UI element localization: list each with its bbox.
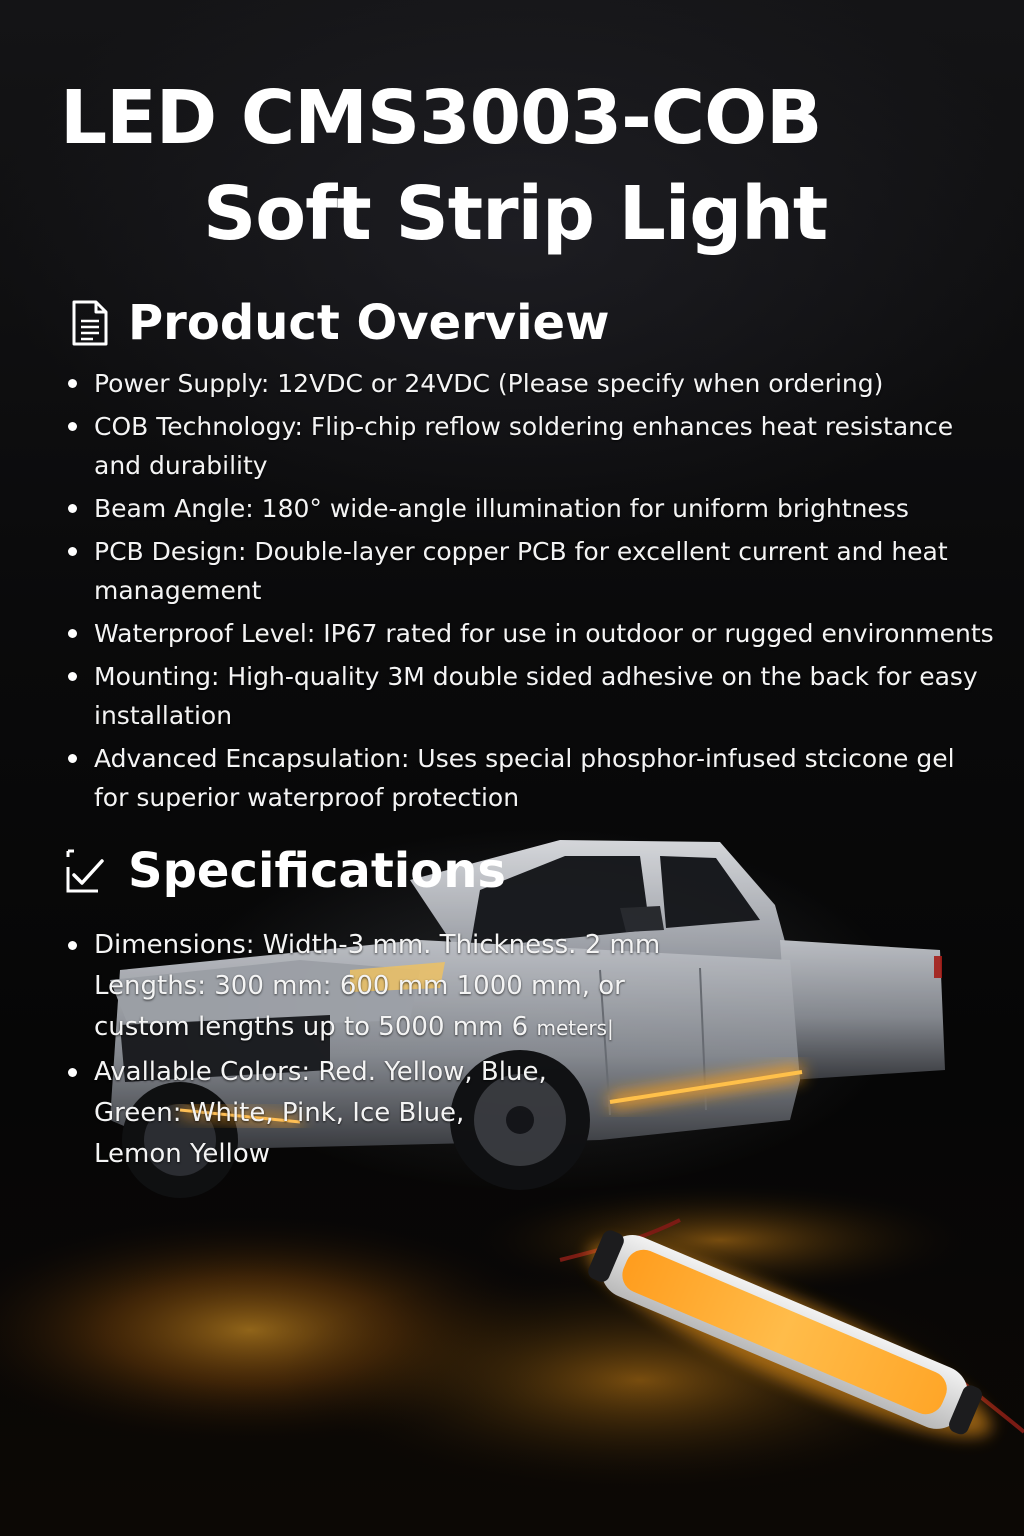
bullet-dot (68, 629, 77, 638)
bullet-dot (68, 422, 77, 431)
title-line-2: Soft Strip Light (203, 171, 828, 257)
bullet-dot (68, 672, 77, 681)
list-item: Advanced Encapsulation: Uses special phosphor-infused stcicone gel for superior waterproof protection (66, 739, 1006, 817)
bullet-dot (68, 941, 77, 950)
specs-list (66, 925, 666, 1178)
overview-list (66, 364, 1006, 821)
document-icon (68, 299, 112, 347)
list-item: Dimensions: Width-3 mm. Thickness. 2 mm Lengths: 300 mm: 600 mm 1000 mm, or custom lengths up to 5000 mm 6 meters| (66, 925, 666, 1049)
bullet-dot (68, 547, 77, 556)
list-item: COB Technology: Flip-chip reflow soldering enhances heat resistance and durability (66, 407, 1006, 485)
bullet-dot (68, 1068, 77, 1077)
list-item: Avallable Colors: Red. Yellow, Blue, Green: White, Pink, Ice Blue, Lemon Yellow (66, 1052, 666, 1175)
page-title (0, 70, 1024, 262)
list-item: PCB Design: Double-layer copper PCB for excellent current and heat management (66, 532, 1006, 610)
overview-heading (68, 288, 609, 358)
list-item: Waterproof Level: IP67 rated for use in outdoor or rugged environments (66, 614, 1006, 653)
specs-heading (64, 836, 506, 906)
specs-heading-text: Specifications (128, 843, 506, 899)
bullet-dot (68, 379, 77, 388)
checklist-icon (64, 847, 108, 895)
overview-heading-text: Product Overview (128, 295, 610, 351)
bullet-dot (68, 504, 77, 513)
list-item: Mounting: High-quality 3M double sided adhesive on the back for easy installation (66, 657, 1006, 735)
list-item: Power Supply: 12VDC or 24VDC (Please specify when ordering) (66, 364, 1006, 403)
list-item: Beam Angle: 180° wide-angle illumination for uniform brightness (66, 489, 1006, 528)
title-line-1: LED CMS3003-COB (60, 75, 822, 161)
bullet-dot (68, 754, 77, 763)
